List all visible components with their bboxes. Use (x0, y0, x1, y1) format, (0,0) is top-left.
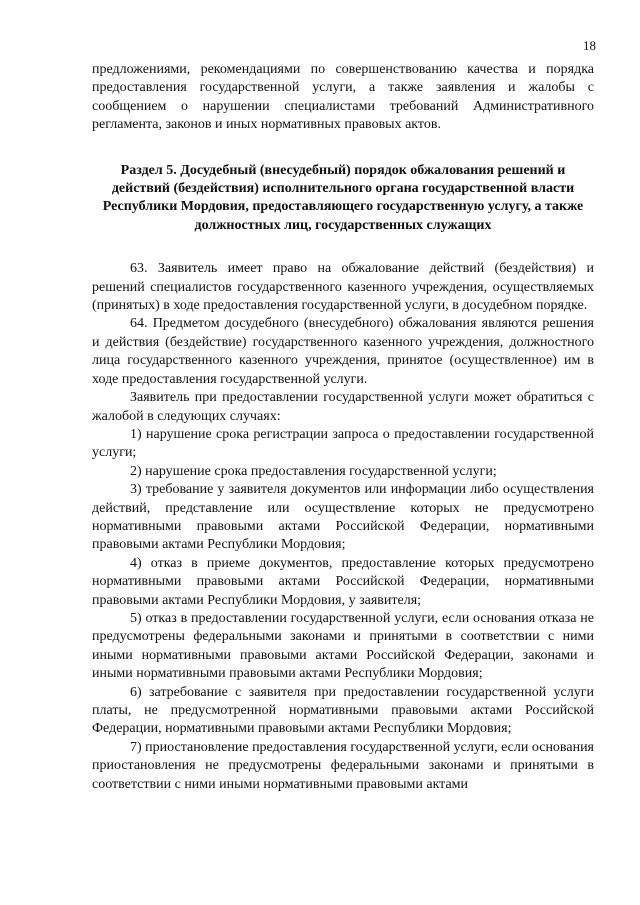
list-item-4: 4) отказ в приеме документов, предоставление которых предусмотрено нормативными правовыми актами Российской Федерации, нормативными правовыми актами Республики Мордовия, у заявителя; (92, 555, 594, 608)
paragraph-63: 63. Заявитель имеет право на обжалование действий (бездействия) и решений специалистов государственного казенного учреждения, осуществляемых (принятых) в ходе предоставления государственной услуги, в досудебном порядке. (92, 261, 594, 314)
document-body (92, 61, 594, 794)
list-item-1: 1) нарушение срока регистрации запроса о предоставлении государственной услуги; (92, 426, 594, 461)
paragraph-intro: Заявитель при предоставлении государственной услуги может обратиться с жалобой в следующих случаях: (92, 390, 594, 424)
page-number: 18 (583, 38, 596, 53)
section-title: Раздел 5. Досудебный (внесудебный) порядок обжалования решений и действий (бездействия) исполнительного органа государственной власти Республики Мордовия, предоставляющего государственную услугу, а также должностных лиц, государственных служащих (102, 162, 584, 233)
list-item-3: 3) требование у заявителя документов или информации либо осуществления действий, представление или осуществление которых не предусмотрено нормативными правовыми актами Российской Федерации, нормативными правовыми актами Республики Мордовия; (92, 482, 594, 553)
list-item-2: 2) нарушение срока предоставления государственной услуги; (130, 463, 497, 479)
list-item-5: 5) отказ в предоставлении государственной услуги, если основания отказа не предусмотрены федеральными законами и принятыми в соответствии с ними иными нормативными правовыми актами Российской Федерации, законами и иными нормативными правовыми актами Республики Мордовия; (92, 610, 594, 682)
paragraph-64: 64. Предметом досудебного (внесудебного) обжалования являются решения и действия (бездействие) государственного казенного учреждения, должностного лица государственного казенного учреждения, принятое (осуществленное) им в ходе предоставления государственной услуги. (92, 316, 594, 387)
list-item-7: 7) приостановление предоставления государственной услуги, если основания приостановления не предусмотрены федеральными законами и принятыми в соответствии с ними иными нормативными правовыми актами (92, 739, 594, 792)
paragraph-continuation: предложениями, рекомендациями по совершенствованию качества и порядка предоставления государственной услуги, а также заявления и жалобы с сообщением о нарушении специалистами требований Административного регламента, законов и иных нормативных правовых актов. (92, 62, 594, 133)
list-item-6: 6) затребование с заявителя при предоставлении государственной услуги платы, не предусмотренной нормативными правовыми актами Российской Федерации, нормативными правовыми актами Республики Мордовия; (92, 684, 594, 737)
